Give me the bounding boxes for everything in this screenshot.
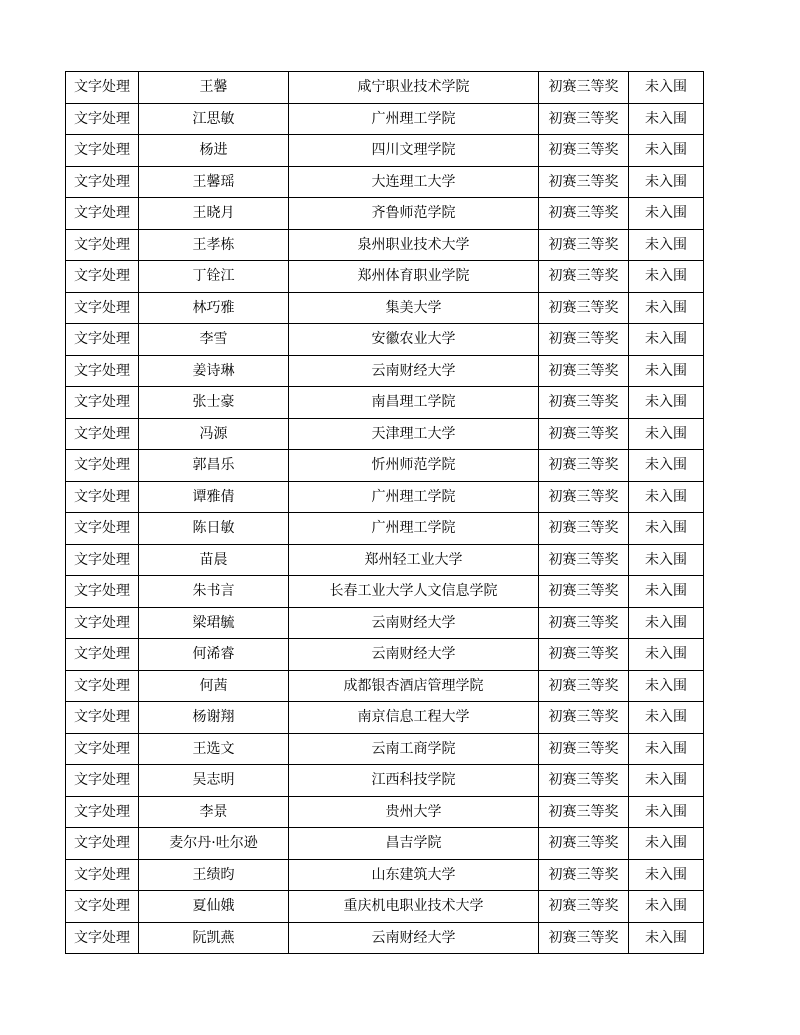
award-cell: 初赛三等奖: [539, 387, 629, 419]
award-cell: 初赛三等奖: [539, 481, 629, 513]
table-row: [66, 513, 704, 545]
table-row: [66, 72, 704, 104]
school-cell: 郑州轻工业大学: [289, 544, 539, 576]
category-cell: 文字处理: [66, 765, 139, 797]
name-cell: 王馨: [139, 72, 289, 104]
table-row: [66, 702, 704, 734]
name-cell: 王绩昀: [139, 859, 289, 891]
table-row: [66, 859, 704, 891]
table-row: [66, 261, 704, 293]
category-cell: 文字处理: [66, 418, 139, 450]
name-cell: 王晓月: [139, 198, 289, 230]
award-cell: 初赛三等奖: [539, 324, 629, 356]
school-cell: 大连理工大学: [289, 166, 539, 198]
name-cell: 杨谢翔: [139, 702, 289, 734]
name-cell: 朱书言: [139, 576, 289, 608]
category-cell: 文字处理: [66, 796, 139, 828]
school-cell: 云南财经大学: [289, 607, 539, 639]
school-cell: 忻州师范学院: [289, 450, 539, 482]
status-cell: 未入围: [629, 796, 704, 828]
status-cell: 未入围: [629, 261, 704, 293]
table-row: [66, 103, 704, 135]
award-cell: 初赛三等奖: [539, 576, 629, 608]
name-cell: 王孝栋: [139, 229, 289, 261]
status-cell: 未入围: [629, 324, 704, 356]
award-cell: 初赛三等奖: [539, 639, 629, 671]
name-cell: 林巧雅: [139, 292, 289, 324]
school-cell: 安徽农业大学: [289, 324, 539, 356]
award-cell: 初赛三等奖: [539, 72, 629, 104]
status-cell: 未入围: [629, 481, 704, 513]
name-cell: 谭雅倩: [139, 481, 289, 513]
award-cell: 初赛三等奖: [539, 859, 629, 891]
category-cell: 文字处理: [66, 292, 139, 324]
award-cell: 初赛三等奖: [539, 607, 629, 639]
status-cell: 未入围: [629, 922, 704, 954]
award-cell: 初赛三等奖: [539, 796, 629, 828]
table-row: [66, 891, 704, 923]
category-cell: 文字处理: [66, 513, 139, 545]
category-cell: 文字处理: [66, 103, 139, 135]
table-row: [66, 292, 704, 324]
name-cell: 李景: [139, 796, 289, 828]
award-cell: 初赛三等奖: [539, 450, 629, 482]
award-cell: 初赛三等奖: [539, 261, 629, 293]
category-cell: 文字处理: [66, 859, 139, 891]
status-cell: 未入围: [629, 418, 704, 450]
table-row: [66, 733, 704, 765]
award-cell: 初赛三等奖: [539, 135, 629, 167]
school-cell: 江西科技学院: [289, 765, 539, 797]
school-cell: 云南财经大学: [289, 355, 539, 387]
status-cell: 未入围: [629, 639, 704, 671]
award-cell: 初赛三等奖: [539, 891, 629, 923]
school-cell: 长春工业大学人文信息学院: [289, 576, 539, 608]
name-cell: 杨进: [139, 135, 289, 167]
school-cell: 广州理工学院: [289, 513, 539, 545]
category-cell: 文字处理: [66, 355, 139, 387]
status-cell: 未入围: [629, 513, 704, 545]
name-cell: 张士豪: [139, 387, 289, 419]
status-cell: 未入围: [629, 765, 704, 797]
results-table: [65, 71, 704, 954]
status-cell: 未入围: [629, 544, 704, 576]
award-cell: 初赛三等奖: [539, 733, 629, 765]
name-cell: 冯源: [139, 418, 289, 450]
name-cell: 王馨瑶: [139, 166, 289, 198]
school-cell: 广州理工学院: [289, 103, 539, 135]
name-cell: 吴志明: [139, 765, 289, 797]
table-row: [66, 828, 704, 860]
name-cell: 李雪: [139, 324, 289, 356]
school-cell: 南昌理工学院: [289, 387, 539, 419]
name-cell: 陈日敏: [139, 513, 289, 545]
table-row: [66, 765, 704, 797]
status-cell: 未入围: [629, 828, 704, 860]
table-row: [66, 576, 704, 608]
school-cell: 泉州职业技术大学: [289, 229, 539, 261]
award-cell: 初赛三等奖: [539, 418, 629, 450]
status-cell: 未入围: [629, 229, 704, 261]
school-cell: 齐鲁师范学院: [289, 198, 539, 230]
category-cell: 文字处理: [66, 481, 139, 513]
status-cell: 未入围: [629, 702, 704, 734]
table-row: [66, 450, 704, 482]
status-cell: 未入围: [629, 607, 704, 639]
status-cell: 未入围: [629, 576, 704, 608]
school-cell: 南京信息工程大学: [289, 702, 539, 734]
category-cell: 文字处理: [66, 922, 139, 954]
table-row: [66, 607, 704, 639]
school-cell: 云南财经大学: [289, 922, 539, 954]
award-cell: 初赛三等奖: [539, 198, 629, 230]
school-cell: 天津理工大学: [289, 418, 539, 450]
category-cell: 文字处理: [66, 891, 139, 923]
status-cell: 未入围: [629, 72, 704, 104]
award-cell: 初赛三等奖: [539, 670, 629, 702]
award-cell: 初赛三等奖: [539, 544, 629, 576]
status-cell: 未入围: [629, 733, 704, 765]
table-row: [66, 324, 704, 356]
name-cell: 姜诗琳: [139, 355, 289, 387]
name-cell: 何茜: [139, 670, 289, 702]
table-row: [66, 544, 704, 576]
school-cell: 咸宁职业技术学院: [289, 72, 539, 104]
table-row: [66, 135, 704, 167]
table-row: [66, 355, 704, 387]
category-cell: 文字处理: [66, 72, 139, 104]
school-cell: 云南财经大学: [289, 639, 539, 671]
name-cell: 麦尔丹·吐尔逊: [139, 828, 289, 860]
school-cell: 广州理工学院: [289, 481, 539, 513]
category-cell: 文字处理: [66, 198, 139, 230]
category-cell: 文字处理: [66, 733, 139, 765]
school-cell: 云南工商学院: [289, 733, 539, 765]
name-cell: 夏仙娥: [139, 891, 289, 923]
award-cell: 初赛三等奖: [539, 229, 629, 261]
school-cell: 郑州体育职业学院: [289, 261, 539, 293]
status-cell: 未入围: [629, 859, 704, 891]
table-row: [66, 796, 704, 828]
award-cell: 初赛三等奖: [539, 103, 629, 135]
award-cell: 初赛三等奖: [539, 166, 629, 198]
name-cell: 江思敏: [139, 103, 289, 135]
category-cell: 文字处理: [66, 324, 139, 356]
status-cell: 未入围: [629, 198, 704, 230]
school-cell: 四川文理学院: [289, 135, 539, 167]
status-cell: 未入围: [629, 670, 704, 702]
category-cell: 文字处理: [66, 639, 139, 671]
category-cell: 文字处理: [66, 670, 139, 702]
school-cell: 山东建筑大学: [289, 859, 539, 891]
award-cell: 初赛三等奖: [539, 765, 629, 797]
school-cell: 贵州大学: [289, 796, 539, 828]
status-cell: 未入围: [629, 387, 704, 419]
category-cell: 文字处理: [66, 576, 139, 608]
name-cell: 阮凯燕: [139, 922, 289, 954]
name-cell: 苗晨: [139, 544, 289, 576]
school-cell: 昌吉学院: [289, 828, 539, 860]
category-cell: 文字处理: [66, 135, 139, 167]
table-row: [66, 639, 704, 671]
table-row: [66, 481, 704, 513]
category-cell: 文字处理: [66, 828, 139, 860]
award-cell: 初赛三等奖: [539, 355, 629, 387]
name-cell: 梁珺毓: [139, 607, 289, 639]
table-row: [66, 418, 704, 450]
table-row: [66, 198, 704, 230]
category-cell: 文字处理: [66, 607, 139, 639]
award-cell: 初赛三等奖: [539, 922, 629, 954]
category-cell: 文字处理: [66, 544, 139, 576]
table-row: [66, 387, 704, 419]
award-cell: 初赛三等奖: [539, 702, 629, 734]
status-cell: 未入围: [629, 292, 704, 324]
award-cell: 初赛三等奖: [539, 513, 629, 545]
name-cell: 何浠睿: [139, 639, 289, 671]
table-row: [66, 166, 704, 198]
table-row: [66, 229, 704, 261]
school-cell: 集美大学: [289, 292, 539, 324]
award-cell: 初赛三等奖: [539, 828, 629, 860]
category-cell: 文字处理: [66, 387, 139, 419]
name-cell: 郭昌乐: [139, 450, 289, 482]
category-cell: 文字处理: [66, 261, 139, 293]
award-cell: 初赛三等奖: [539, 292, 629, 324]
table-row: [66, 670, 704, 702]
school-cell: 重庆机电职业技术大学: [289, 891, 539, 923]
status-cell: 未入围: [629, 891, 704, 923]
name-cell: 王选文: [139, 733, 289, 765]
table-row: [66, 922, 704, 954]
category-cell: 文字处理: [66, 450, 139, 482]
school-cell: 成都银杏酒店管理学院: [289, 670, 539, 702]
category-cell: 文字处理: [66, 229, 139, 261]
status-cell: 未入围: [629, 103, 704, 135]
category-cell: 文字处理: [66, 702, 139, 734]
status-cell: 未入围: [629, 450, 704, 482]
name-cell: 丁铨江: [139, 261, 289, 293]
status-cell: 未入围: [629, 135, 704, 167]
status-cell: 未入围: [629, 355, 704, 387]
status-cell: 未入围: [629, 166, 704, 198]
category-cell: 文字处理: [66, 166, 139, 198]
results-table-body: [66, 72, 704, 954]
